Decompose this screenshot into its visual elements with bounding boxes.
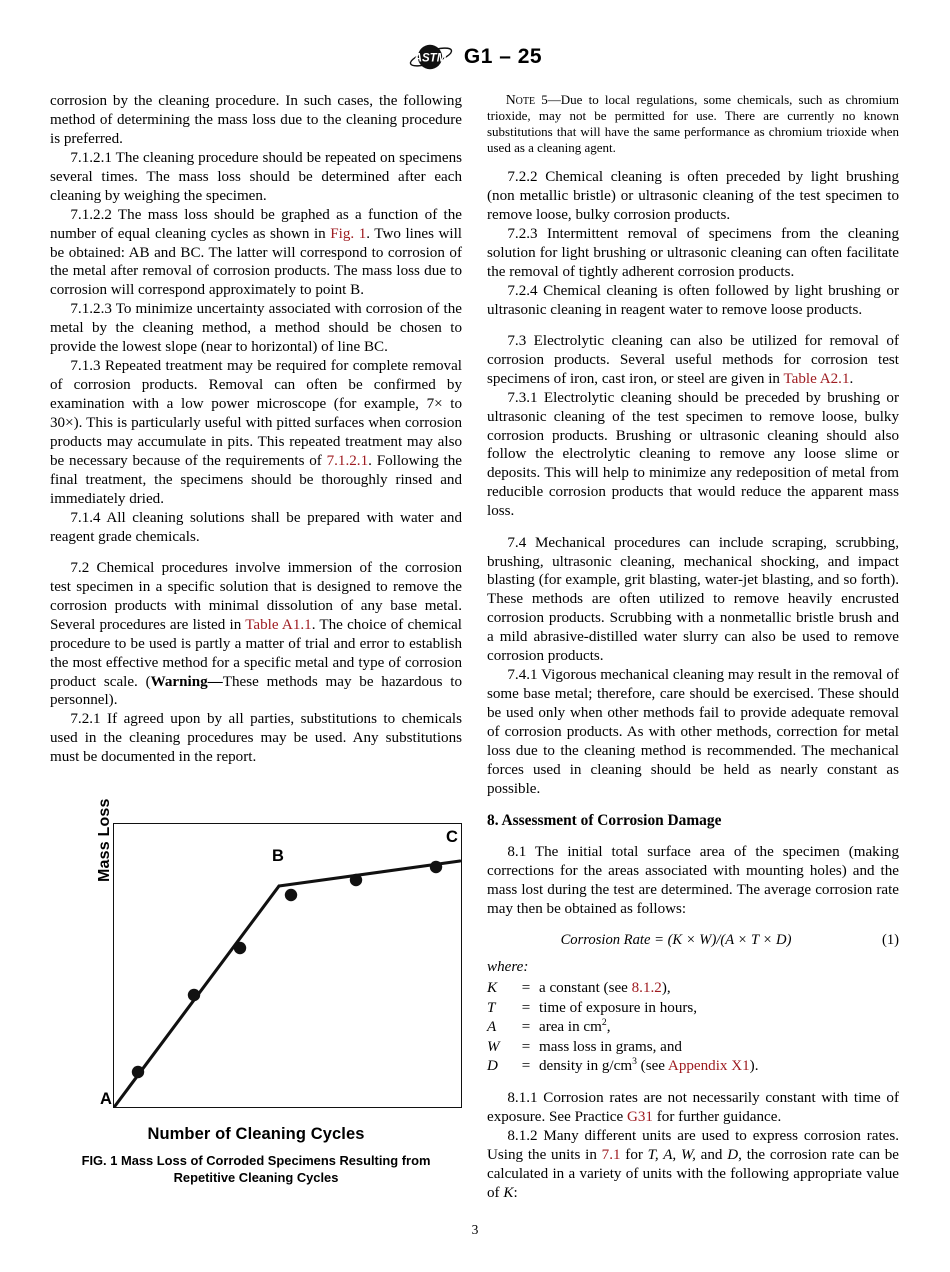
paragraph-7-4-1: 7.4.1 Vigorous mechanical cleaning may result in the removal of some base metal; therefore, care should be exercised. These should be used only when other methods fail to provide adequate removal of corrosion products. As with other methods, correction for metal loss due to the cleaning method is recommended. The mechanical forces used in cleaning should be held as nearly constant as possible. — [487, 667, 899, 797]
page-number: 3 — [471, 1222, 479, 1237]
equals-sign: = — [521, 999, 531, 1016]
symbol-definitions-table — [487, 979, 758, 1076]
chart-data-point — [188, 989, 200, 1001]
equals-sign: = — [521, 980, 531, 997]
paragraph-7-1-2-1: 7.1.2.1 The cleaning procedure should be repeated on specimens several times. The mass loss should be determined after each cleaning by weighing the specimen. — [50, 149, 462, 204]
paragraph-carryover: corrosion by the cleaning procedure. In such cases, the following method of determining the mass loss due to the cleaning procedure is preferred. — [50, 93, 462, 147]
note-5: Note 5—Due to local regulations, some chemicals, such as chromium trioxide, may not be permitted for use. There are currently no known substitutions that will have the same performance as chromium trioxide when used as a cleaning agent. — [487, 92, 899, 155]
symbol-k-inline: K — [503, 1184, 514, 1201]
paragraph-7-2-1: 7.2.1 If agreed upon by all parties, substitutions to chemicals used in the cleaning procedures may be used. Any substitutions must be documented in the report. — [50, 711, 462, 766]
equation-1-row — [487, 931, 899, 949]
chart-plot-svg — [113, 823, 462, 1108]
definition-text-d: density in $g/cm^3$ (see Appendix X1). — [539, 1056, 759, 1075]
reference-appendix-x1[interactable]: Appendix X1 — [667, 1058, 750, 1075]
note-label: Note — [505, 92, 536, 107]
paragraph-8-1-2: 8.1.2 Many different units are used to express corrosion rates. Using the units in 7.1 for T, A, W, and D, the corrosion rate can be calculated in a variety of units with the following appropriate value of K: — [487, 1127, 899, 1201]
definition-text-t: time of exposure in hours, — [539, 999, 698, 1016]
chart-data-point — [132, 1066, 144, 1078]
symbol-d-inline: D — [727, 1146, 739, 1163]
definition-text-k: a constant (see 8.1.2), — [539, 980, 671, 997]
paragraph-7-2: 7.2 Chemical procedures involve immersion of the corrosion test specimen in a specific solution that is designed to remove the corrosion products with minimal dissolution of any base metal. Several procedures are listed in Table A1.1. The choice of chemical procedure to be used is partly a matter of trial and error to establish the most effective method for a specific metal and type of corrosion product scale. (Warning—These methods may be hazardous to personnel). — [50, 559, 462, 709]
chart-area — [50, 798, 462, 1118]
reference-g31[interactable]: G31 — [626, 1108, 653, 1125]
paragraph-7-2-3: 7.2.3 Intermittent removal of specimens from the cleaning solution for light brushing or ultrasonic cleaning can often facilitate the removal of tightly adherent corrosion products. — [487, 225, 899, 280]
equation-1-number: (1) — [881, 932, 899, 949]
definition-row-w — [487, 1038, 758, 1057]
svg-text:ASTM: ASTM — [413, 52, 447, 65]
paragraph-7-4: 7.4 Mechanical procedures can include scraping, scrubbing, brushing, ultrasonic cleaning, mechanical shocking, and impact blasting (for example, grit blasting, water-jet blasting, and so forth). These methods are often utilized to remove heavily encrusted corrosion products. Scrubbing with a nonmetallic bristle brush and a mild abrasive-distilled water slurry can also be used to remove corrosion products. — [487, 534, 899, 665]
reference-table-a2-1[interactable]: Table A2.1 — [783, 370, 850, 387]
symbol-d: D — [487, 1058, 498, 1075]
figure-1 — [50, 798, 462, 1186]
paragraph-7-3-1: 7.3.1 Electrolytic cleaning should be preceded by brushing or ultrasonic cleaning of the test specimen to remove loose, bulky corrosion products. Brushing or ultrasonic cleaning should also follow the electrolytic cleaning to remove any loose slime or deposits. This will help to minimize any redeposition of metal from reducible corrosion products that would reduce the apparent mass loss. — [487, 389, 899, 520]
symbols-tawd: T, A, W, — [647, 1146, 696, 1163]
chart-data-point — [350, 874, 362, 886]
right-text-column — [487, 92, 899, 1202]
definition-text-w: mass loss in grams, and — [539, 1038, 682, 1055]
paragraph-7-1-2-3: 7.1.2.3 To minimize uncertainty associated with corrosion of the metal by the cleaning method, a method should be chosen to provide the lowest slope (near to horizontal) of line BC. — [50, 301, 462, 356]
paragraph-7-3: 7.3 Electrolytic cleaning can also be utilized for removal of corrosion products. Several useful methods for corrosion test specimens of iron, cast iron, or steel are given in Table A2.1. — [487, 332, 899, 387]
definition-row-t — [487, 999, 758, 1018]
definition-row-d — [487, 1057, 758, 1076]
page-header — [0, 40, 950, 74]
reference-table-a1-1[interactable]: Table A1.1 — [245, 616, 312, 633]
definition-text-a: area in $cm^2$, — [539, 1017, 611, 1036]
paragraph-7-1-4: 7.1.4 All cleaning solutions shall be prepared with water and reagent grade chemicals. — [50, 509, 462, 545]
figure-caption: FIG. 1 Mass Loss of Corroded Specimens Resulting from Repetitive Cleaning Cycles — [81, 1153, 431, 1185]
document-designation: G1 – 25 — [463, 45, 543, 68]
paragraph-7-2-2: 7.2.2 Chemical cleaning is often preceded by light brushing (non metallic bristle) or ultrasonic cleaning of the test specimen to remove loose, bulky corrosion products. — [487, 168, 899, 223]
chart-data-point — [430, 861, 442, 873]
chart-x-axis-label: Number of Cleaning Cycles — [147, 1125, 365, 1143]
equation-1-body: Corrosion Rate = (K × W)/(A × T × D) — [560, 932, 792, 949]
left-text-column — [50, 92, 462, 767]
reference-fig-1[interactable]: Fig. 1 — [330, 225, 367, 242]
chart-point-label-b: B — [272, 847, 284, 865]
symbol-a: A — [487, 1019, 497, 1036]
chart-y-axis-label: Mass Loss — [96, 798, 113, 882]
definition-row-k — [487, 979, 758, 998]
warning-label: Warning— — [150, 673, 223, 690]
paragraph-8-1: 8.1 The initial total surface area of the specimen (making corrections for the areas associated with mounting holes) and the mass lost during the test are determined. The average corrosion rate may then be obtained as follows: — [487, 844, 899, 917]
chart-data-point — [234, 942, 246, 954]
equals-sign: = — [521, 1038, 531, 1055]
symbol-w: W — [487, 1038, 500, 1055]
astm-logo-icon — [408, 40, 454, 74]
chart-data-point — [285, 889, 297, 901]
section-heading-8: 8. Assessment of Corrosion Damage — [487, 812, 722, 830]
equals-sign: = — [521, 1058, 531, 1075]
symbol-t: T — [487, 999, 496, 1016]
paragraph-8-1-1: 8.1.1 Corrosion rates are not necessarily constant with time of exposure. See Practice G31 for further guidance. — [487, 1089, 899, 1125]
where-label: where: — [487, 959, 529, 976]
superscript-2: 2 — [601, 1017, 607, 1029]
symbol-k: K — [487, 980, 498, 997]
paragraph-7-1-2-2: 7.1.2.2 The mass loss should be graphed as a function of the number of equal cleaning cycles as shown in Fig. 1. Two lines will be obtained: AB and BC. The latter will correspond to corrosion of the metal after removal of corrosion products. The mass loss due to corrosion will correspond approximately to point B. — [50, 206, 462, 299]
equals-sign: = — [521, 1019, 531, 1036]
chart-point-label-a: A — [100, 1090, 112, 1108]
definition-row-a — [487, 1018, 758, 1037]
paragraph-7-1-3: 7.1.3 Repeated treatment may be required for complete removal of corrosion products. Removal can often be confirmed by examination with a low power microscope (for example, 7× to 30×). This is particularly useful with pitted surfaces when corrosion products may accumulate in pits. This repeated treatment may also be necessary because of the requirements of 7.1.2.1. Following the final treatment, the specimens should be thoroughly rinsed and immediately dried. — [50, 358, 462, 507]
chart-point-label-c: C — [446, 828, 458, 846]
reference-7-1-2-1[interactable]: 7.1.2.1 — [326, 452, 369, 469]
paragraph-7-2-4: 7.2.4 Chemical cleaning is often followed by light brushing or ultrasonic cleaning in reagent water to remove loose products. — [487, 282, 899, 318]
superscript-3: 3 — [632, 1056, 637, 1068]
reference-7-1[interactable]: 7.1 — [601, 1146, 621, 1163]
reference-8-1-2[interactable]: 8.1.2 — [631, 980, 662, 997]
